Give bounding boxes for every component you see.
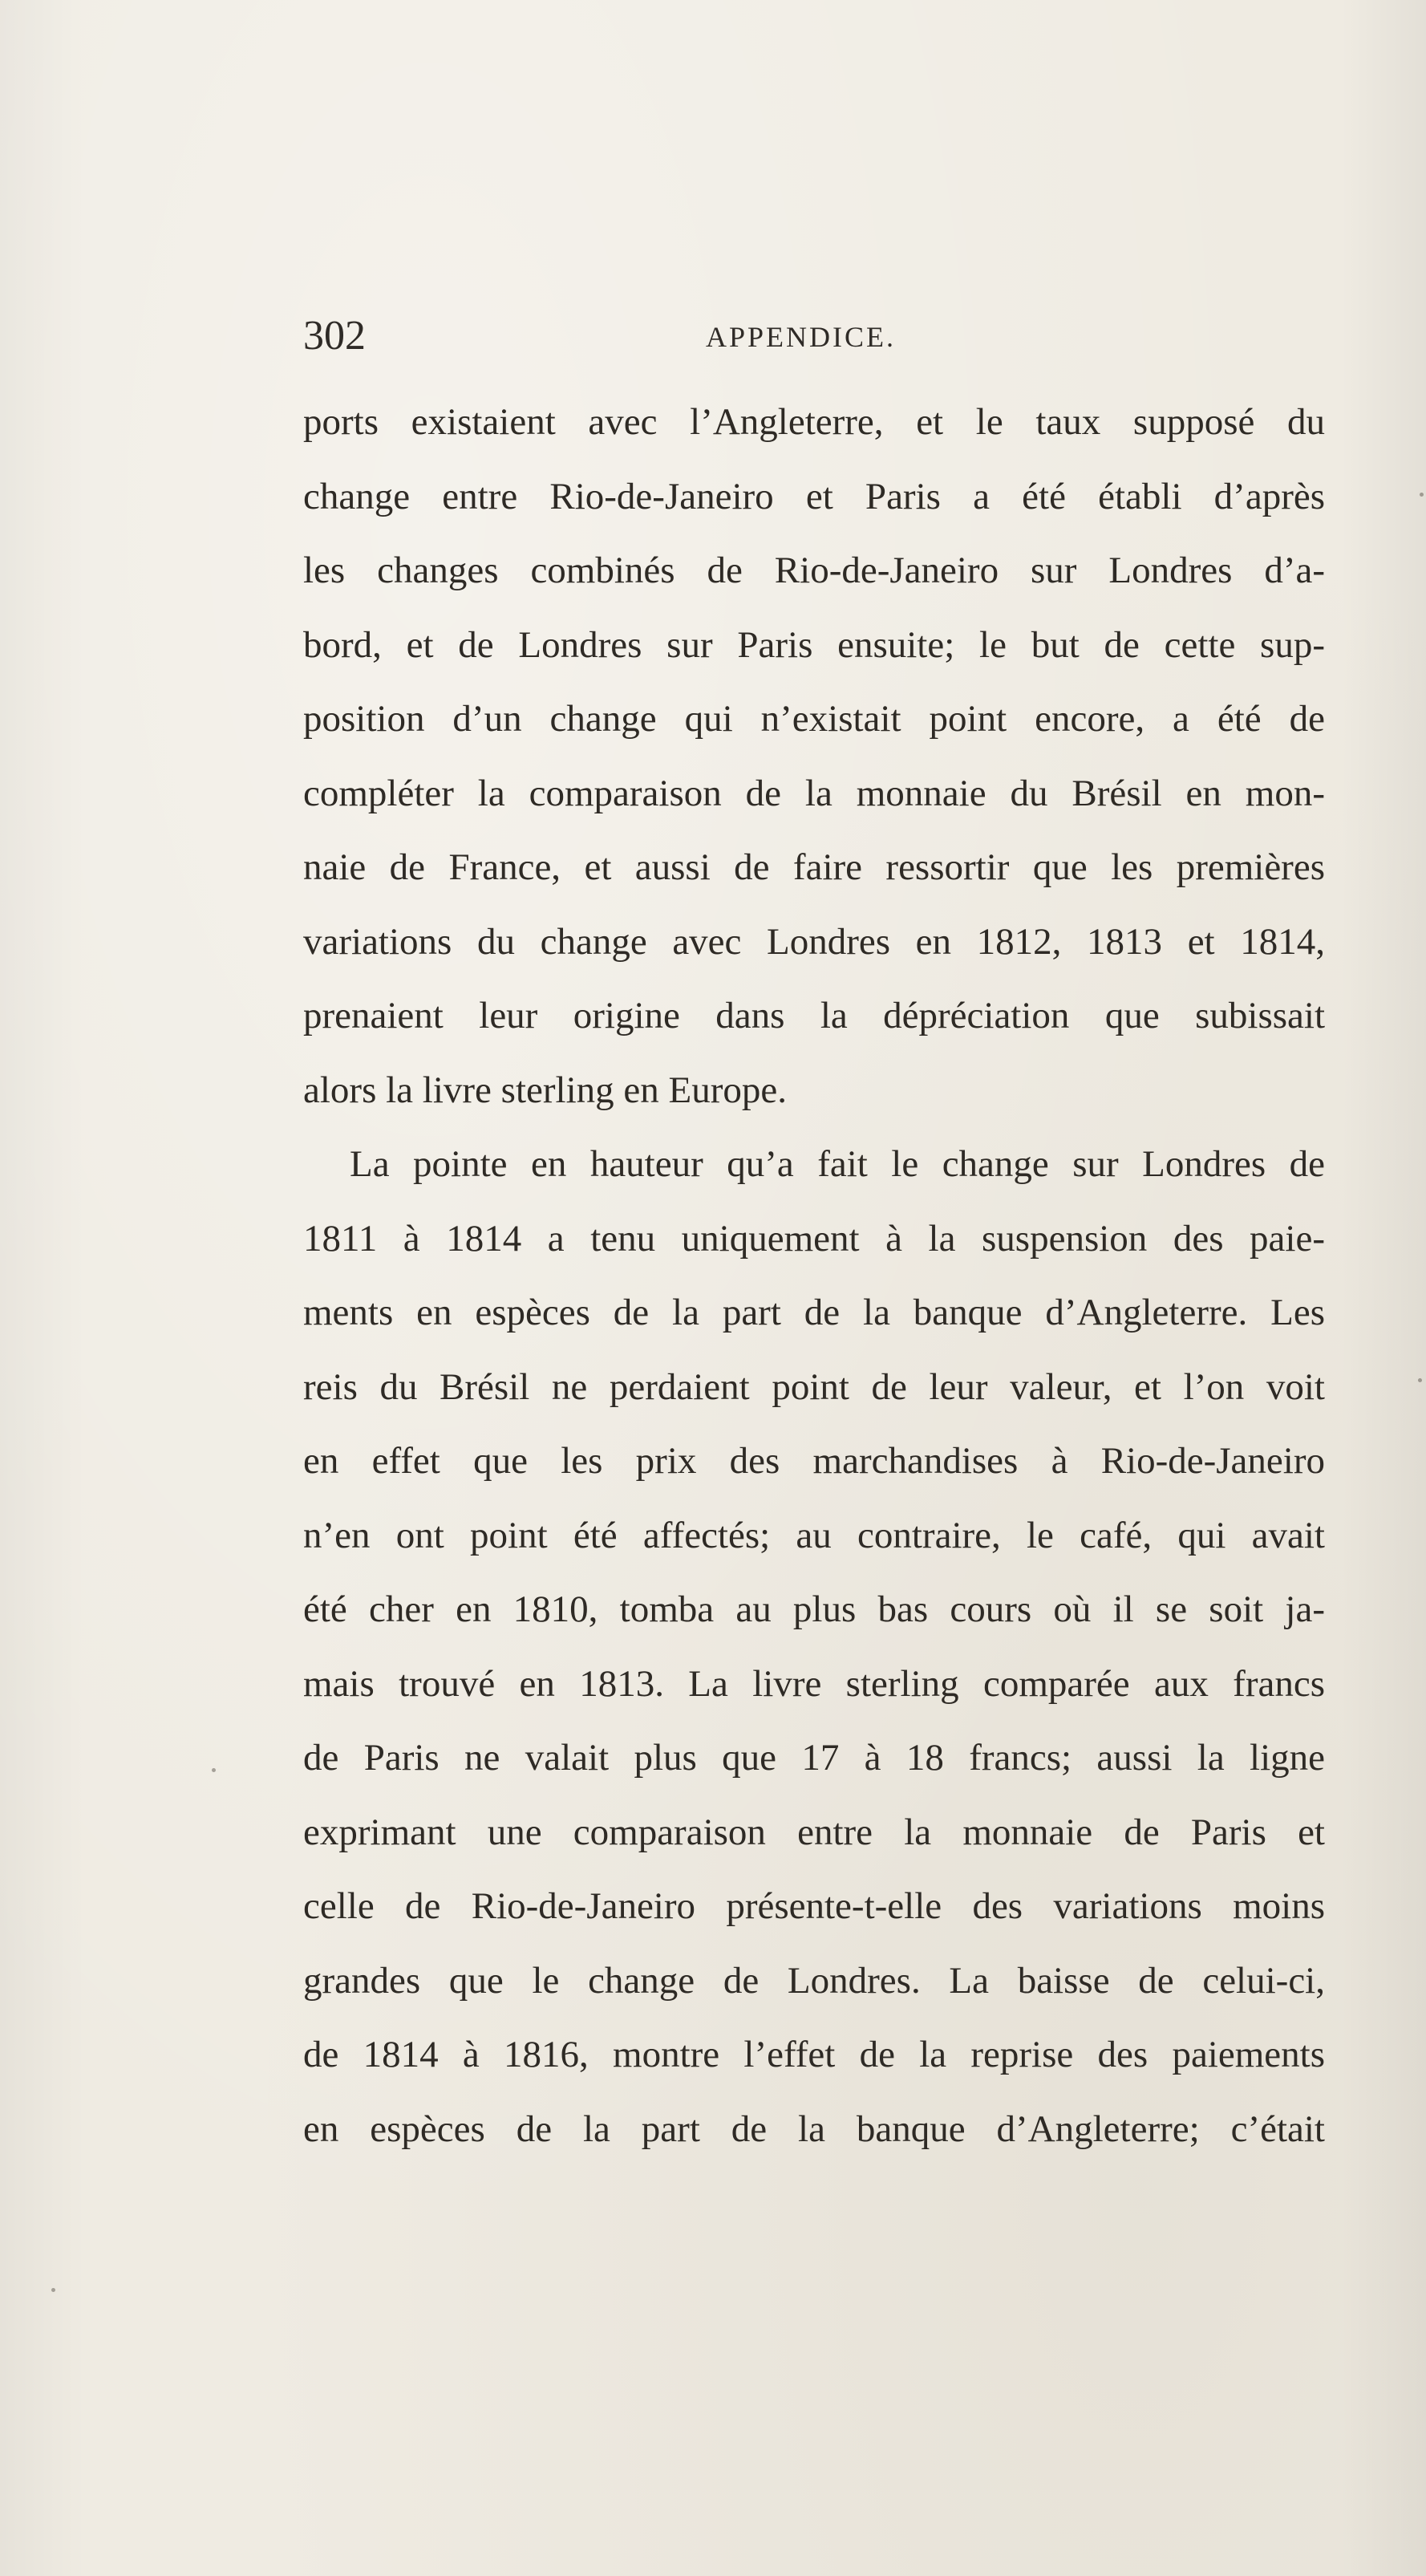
paragraph-start-line: La pointe en hauteur qu’a fait le change sur Londres de xyxy=(350,1143,1325,1185)
page-header xyxy=(303,308,1325,364)
body-text xyxy=(303,385,1325,2166)
text-line: variations du change avec Londres en 1812, 1813 et 1814, xyxy=(303,920,1325,963)
text-line: les changes combinés de Rio-de-Janeiro sur Londres d’a- xyxy=(303,550,1325,591)
text-line: de 1814 à 1816, montre l’effet de la reprise des paiements xyxy=(303,2034,1325,2075)
text-line: ments en espèces de la part de la banque d’Angleterre. Les xyxy=(303,1292,1325,1333)
text-line: n’en ont point été affectés; au contraire, le café, qui avait xyxy=(303,1514,1325,1556)
text-line: prenaient leur origine dans la dépréciation que subissait xyxy=(303,995,1325,1036)
running-head: APPENDICE. xyxy=(706,321,897,353)
paper-speck xyxy=(1418,1378,1422,1382)
text-line: naie de France, et aussi de faire ressortir que les premières xyxy=(303,846,1325,888)
text-line: celle de Rio-de-Janeiro présente-t-elle des variations moins xyxy=(303,1885,1325,1927)
text-line: en effet que les prix des marchandises à Rio-de-Janeiro xyxy=(303,1440,1325,1482)
text-line: position d’un change qui n’existait point encore, a été de xyxy=(303,698,1325,740)
text-line: bord, et de Londres sur Paris ensuite; le but de cette sup- xyxy=(303,623,1325,666)
text-line: exprimant une comparaison entre la monnaie de Paris et xyxy=(303,1811,1325,1853)
text-line: ports existaient avec l’Angleterre, et le taux supposé du xyxy=(303,401,1325,443)
paper-speck xyxy=(1420,493,1424,497)
text-line: en espèces de la part de la banque d’Angleterre; c’était xyxy=(303,2107,1325,2150)
text-line: 1811 à 1814 a tenu uniquement à la suspension des paie- xyxy=(303,1217,1325,1260)
page-number: 302 xyxy=(303,313,366,359)
text-line: mais trouvé en 1813. La livre sterling comparée aux francs xyxy=(303,1662,1325,1705)
text-line: grandes que le change de Londres. La baisse de celui-ci, xyxy=(303,1959,1325,2002)
text-line: change entre Rio-de-Janeiro et Paris a été établi d’après xyxy=(303,475,1325,517)
text-line: de Paris ne valait plus que 17 à 18 francs; aussi la ligne xyxy=(303,1737,1325,1779)
text-line: compléter la comparaison de la monnaie du Brésil en mon- xyxy=(303,772,1325,814)
text-line: reis du Brésil ne perdaient point de leur valeur, et l’on voit xyxy=(303,1365,1325,1408)
paragraph-end-line: alors la livre sterling en Europe. xyxy=(303,1069,787,1111)
text-line: été cher en 1810, tomba au plus bas cours où il se soit ja- xyxy=(303,1588,1325,1630)
paper-speck xyxy=(212,1768,216,1772)
paper-speck xyxy=(51,2288,55,2292)
